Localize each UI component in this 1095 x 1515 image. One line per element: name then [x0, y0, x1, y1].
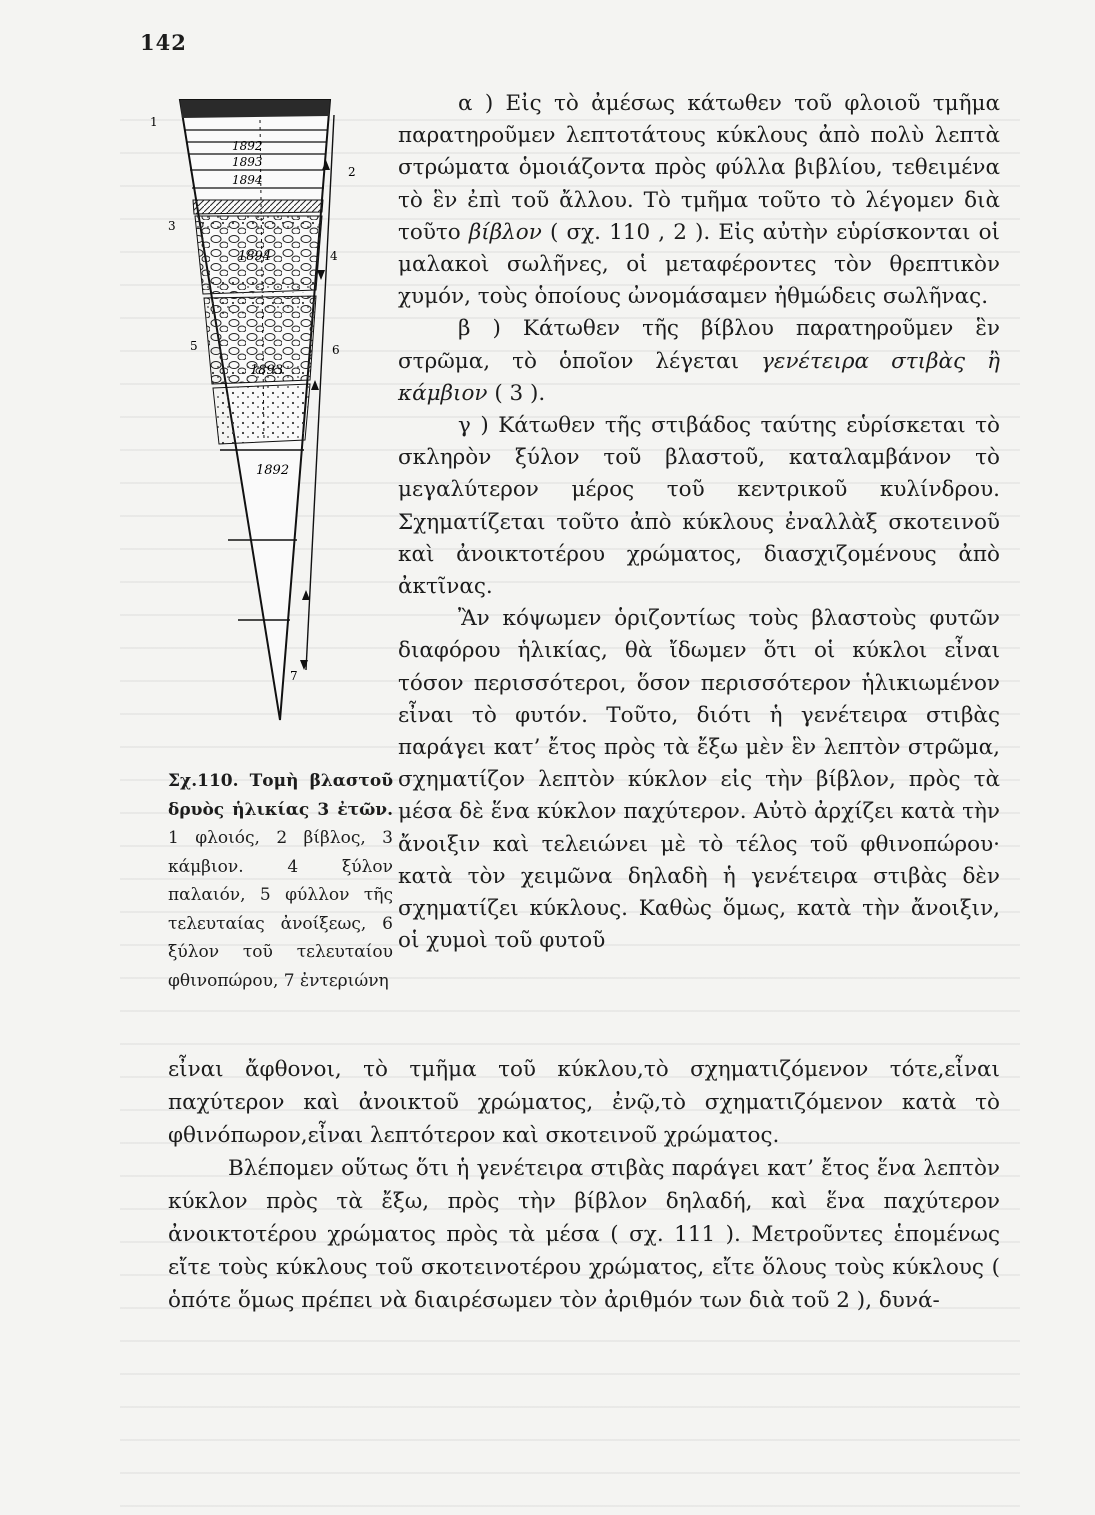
side-label-5: 5	[190, 339, 198, 353]
year-label-3: 1894	[232, 173, 263, 187]
paragraph-beta: β ) Κάτωθεν τῆς βίβλου παρατηροῦμεν ἓν στρῶμα, τὸ ὁποῖον λέγεται γενέτειρα στιβὰς ἢ κάμβιον ( 3 ).	[398, 316, 1000, 406]
bark-layer	[180, 100, 330, 118]
paragraph-final: Βλέπομεν οὕτως ὅτι ἡ γενέτειρα στιβὰς παράγει κατ’ ἔτος ἕνα λεπτὸν κύκλον πρὸς τὰ ἔξω, πρὸς τὴν βίβλον δηλαδή, καὶ ἕνα παχύτερον ἀνοικτοτέρου χρώματος πρὸς τὰ μέσα ( σχ. 111 ). Μετροῦντες ἑπομένως εἴτε τοὺς κύκλους τοῦ σκοτεινοτέρου χρώματος, εἴτε ὅλους τοὺς κύκλους ( ὁπότε ὅμως πρέπει νὰ διαιρέσωμεν τὸν ἀριθμόν των διὰ τοῦ 2 ), δυνά-	[168, 1156, 1000, 1313]
body-text-right-column	[398, 88, 1000, 957]
side-label-4: 4	[330, 249, 338, 263]
paragraph-cut-continued: εἶναι ἄφθονοι, τὸ τμῆμα τοῦ κύκλου,τὸ σχηματιζόμενον τότε,εἶναι παχύτερον καὶ ἀνοικτοῦ χρώματος, ἐνῷ,τὸ σχηματιζόμενον κατὰ τὸ φθινόπωρον,εἶναι λεπτότερον καὶ σκοτεινοῦ χρώματος.	[168, 1057, 1000, 1148]
caption-title: Σχ.110. Τομὴ βλαστοῦ δρυὸς ἡλικίας 3 ἐτῶν.	[168, 771, 393, 820]
paragraph-cut: Ἂν κόψωμεν ὁριζοντίως τοὺς βλαστοὺς φυτῶν διαφόρου ἡλικίας, θὰ ἴδωμεν ὅτι οἱ κύκλοι εἶναι τόσον περισσότεροι, ὅσον περισσότερον ἡλικιωμένον εἶναι τὸ φυτόν. Τοῦτο, διότι ἡ γενέτειρα στιβὰς παράγει κατ’ ἔτος πρὸς τὰ ἔξω μὲν ἓν λεπτὸν στρῶμα, σχηματίζον λεπτὸν κύκλον εἰς τὴν βίβλον, πρὸς τὰ μέσα δὲ ἕνα κύκλον παχύτερον. Αὐτὸ ἀρχίζει κατὰ τὴν ἄνοιξιν καὶ τελειώνει μὲ τὸ τέλος τοῦ φθινοπώρου· κατὰ τὸν χειμῶνα δηλαδὴ ἡ γενέτειρα στιβὰς δὲν σχηματίζει κύκλους. Καθὼς ὅμως, κατὰ τὴν ἄνοιξιν, οἱ χυμοὶ τοῦ φυτοῦ	[398, 606, 1000, 954]
year-label-4: 1894	[238, 249, 272, 264]
term-cambium: γενέτειρα στιβὰς ἢ κάμβιον	[398, 348, 1000, 406]
stem-section-figure	[120, 80, 380, 760]
body-text-full-width	[168, 1053, 1000, 1317]
side-label-2: 2	[348, 165, 356, 179]
year-label-6: 1892	[256, 463, 290, 478]
year-label-1: 1892	[232, 139, 263, 153]
page-number: 142	[140, 30, 187, 55]
cambium-layer	[193, 200, 323, 214]
paragraph-gamma: γ ) Κάτωθεν τῆς στιβάδος ταύτης εὑρίσκεται τὸ σκληρὸν ξύλον τοῦ βλαστοῦ, καταλαμβάνον τὸ μεγαλύτερον μέρος τοῦ κεντρικοῦ κυλίνδρου. Σχηματίζεται τοῦτο ἀπὸ κύκλους ἐναλλὰξ σκοτεινοῦ καὶ ἀνοικτοτέρου χρώματος, διασχιζομένους ἀπὸ ἀκτῖνας.	[398, 413, 1000, 600]
side-label-3: 3	[168, 219, 176, 233]
figure-caption	[168, 767, 393, 995]
year-label-5: 1893	[250, 363, 284, 378]
side-label-7: 7	[290, 669, 298, 683]
paragraph-alpha: α ) Εἰς τὸ ἀμέσως κάτωθεν τοῦ φλοιοῦ τμῆμα παρατηροῦμεν λεπτοτάτους κύκλους ἀπὸ πολὺ λεπτὰ στρώματα ὁμοιάζοντα πρὸς φύλλα βιβλίου, τεθειμένα τὸ ἓν ἐπὶ τοῦ ἄλλου. Τὸ τμῆμα τοῦτο τὸ λέγομεν διὰ τοῦτο βίβλον ( σχ. 110 , 2 ). Εἰς αὐτὴν εὑρίσκονται οἱ μαλακοὶ σωλῆνες, οἱ μεταφέροντες τὸν θρεπτικὸν χυμόν, τοὺς ὁποίους ὠνομάσαμεν ἠθμώδεις σωλῆνας.	[398, 91, 1000, 310]
side-label-6: 6	[332, 343, 340, 357]
term-biblos: βίβλον	[468, 219, 542, 245]
wood-ring-1892	[213, 384, 310, 444]
caption-body: 1 φλοιός, 2 βίβλος, 3 κάμβιον. 4 ξύλον παλαιόν, 5 φύλλον τῆς τελευταίας ἀνοίξεως, 6 ξύλον τοῦ τελευταίου φθινοπώρου, 7 ἐντεριώνη	[168, 828, 393, 991]
wedge-diagram	[120, 80, 380, 760]
side-label-1: 1	[150, 115, 158, 129]
year-label-2: 1893	[232, 155, 263, 169]
